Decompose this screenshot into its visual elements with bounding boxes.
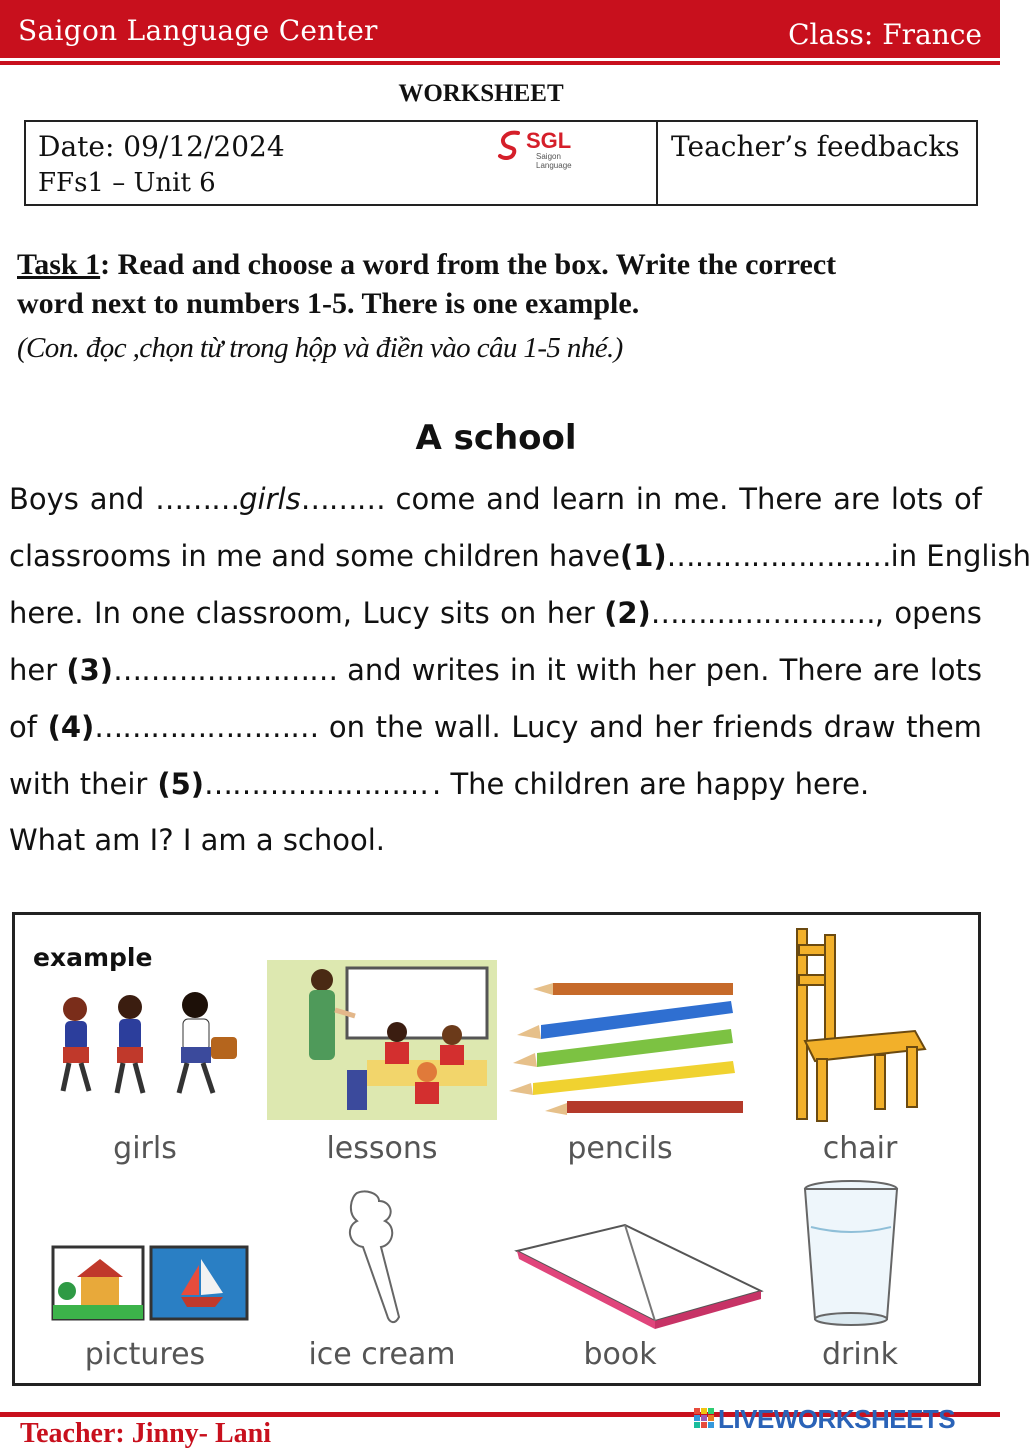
word: In [94, 596, 121, 630]
word: learn [551, 482, 625, 516]
task-line1-rest: : Read and choose a word from the box. Write the correct [100, 248, 837, 281]
word-chair: chair [822, 1131, 898, 1166]
word-drink: drink [821, 1337, 899, 1372]
blank-4[interactable] [48, 710, 319, 744]
ice-cream-image [335, 1187, 425, 1327]
dots: ……… [155, 482, 240, 516]
story-line-5 [9, 710, 982, 744]
word: Boys [9, 482, 79, 516]
word: her [654, 710, 703, 744]
blank-dots: …………………… [650, 596, 875, 630]
word: her [546, 596, 595, 630]
word: Lucy [511, 710, 579, 744]
word: and [89, 482, 145, 516]
text: . The children are happy here. [432, 767, 870, 801]
blank-3-group [9, 653, 337, 687]
word: writes [411, 653, 500, 687]
word: opens [894, 596, 982, 630]
blank-1[interactable] [620, 539, 891, 573]
story-line-1 [9, 482, 982, 516]
date-text: Date: 09/12/2024 [38, 130, 285, 163]
blank-number: (1) [619, 539, 667, 573]
task-vietnamese: (Con. đọc ,chọn từ trong hộp và điền vào câu 1-5 nhé.) [17, 332, 623, 364]
story-title: A school [415, 418, 577, 458]
word: There [739, 482, 823, 516]
blank-number: (4) [47, 710, 95, 744]
word: draw [823, 710, 896, 744]
class-label: Class: France [788, 18, 982, 51]
blank-3[interactable] [66, 653, 337, 687]
word: and [589, 710, 644, 744]
sgl-logo-icon [496, 128, 526, 162]
blank-number: (3) [66, 653, 114, 687]
pencils-image [505, 977, 745, 1117]
word: There [779, 653, 863, 687]
word: of [953, 482, 982, 516]
word: her [9, 653, 58, 687]
picture-word-box [12, 912, 981, 1386]
dots: ……… [300, 482, 385, 516]
word: them [906, 710, 982, 744]
word: classroom, [195, 596, 353, 630]
blank-number: (2) [604, 596, 651, 630]
info-cell-left [26, 122, 658, 204]
word: with [575, 653, 638, 687]
example-answer [155, 482, 385, 516]
word: me. [673, 482, 729, 516]
blank-2[interactable] [604, 596, 875, 630]
liveworksheets-logo-icon [694, 1408, 714, 1428]
task-instruction-line1 [17, 248, 836, 282]
chair-image [785, 925, 935, 1125]
word: wall. [433, 710, 501, 744]
worksheet-title: WORKSHEET [398, 80, 564, 107]
pictures-image [51, 1245, 251, 1321]
word: of [9, 710, 37, 744]
word: it [546, 653, 566, 687]
word-book: book [583, 1337, 657, 1372]
example-word: girls [239, 482, 301, 516]
text: with their [9, 767, 148, 801]
story-line-3 [9, 596, 982, 630]
blank-2-group [547, 596, 884, 630]
word: Lucy [362, 596, 430, 630]
blank-dots: …………………… [94, 710, 319, 744]
word: pen. [705, 653, 770, 687]
word-pictures: pictures [84, 1337, 206, 1372]
word: come [395, 482, 476, 516]
text: classrooms in me and some children have [9, 539, 620, 573]
footer-teacher: Teacher: Jinny- Lani [20, 1418, 271, 1449]
word: and [347, 653, 402, 687]
word: lots [929, 653, 982, 687]
word: are [833, 482, 881, 516]
task-instruction-line2: word next to numbers 1-5. There is one example. [17, 287, 640, 320]
word: and [486, 482, 541, 516]
word: in [509, 653, 537, 687]
text: in English [890, 539, 1031, 573]
unit-text: FFs1 – Unit 6 [38, 168, 216, 198]
word: one [131, 596, 186, 630]
lessons-image [267, 960, 497, 1120]
word: here. [9, 596, 84, 630]
word: sits [440, 596, 490, 630]
blank-5[interactable] [157, 767, 428, 801]
story-line-7 [9, 823, 982, 857]
blank-dots: …………………… [666, 539, 891, 573]
teacher-feedback-label: Teacher’s feedbacks [671, 130, 960, 163]
header-divider [0, 61, 1000, 65]
book-image [515, 1221, 765, 1331]
word: in [635, 482, 663, 516]
word: her [647, 653, 696, 687]
comma: , [874, 596, 884, 630]
info-table [24, 120, 978, 206]
blank-dots: …………………… [204, 767, 429, 801]
liveworksheets-brand: LIVEWORKSHEETS [718, 1404, 956, 1434]
logo-text: SGL [526, 128, 572, 153]
word-girls: girls [113, 1131, 177, 1166]
blank-dots: …………………… [113, 653, 338, 687]
drink-image [801, 1179, 901, 1329]
word-lessons: lessons [326, 1131, 438, 1166]
task-label: Task 1 [17, 248, 101, 281]
word: lots [890, 482, 944, 516]
word: on [328, 710, 366, 744]
girls-image [45, 987, 245, 1107]
sgl-logo [496, 128, 596, 170]
word: friends [713, 710, 813, 744]
word-ice-cream: ice cream [308, 1337, 456, 1372]
closing-text: What am I? I am a school. [9, 823, 386, 857]
word: on [500, 596, 537, 630]
story-line-4 [9, 653, 982, 687]
example-label: example [33, 943, 153, 972]
center-name: Saigon Language Center [18, 14, 378, 47]
story-line-2 [9, 539, 1031, 573]
word-pencils: pencils [567, 1131, 673, 1166]
word: the [375, 710, 424, 744]
word: are [872, 653, 920, 687]
story-line-6 [9, 767, 982, 801]
logo-subtext: Saigon Language [536, 152, 572, 170]
blank-number: (5) [157, 767, 205, 801]
